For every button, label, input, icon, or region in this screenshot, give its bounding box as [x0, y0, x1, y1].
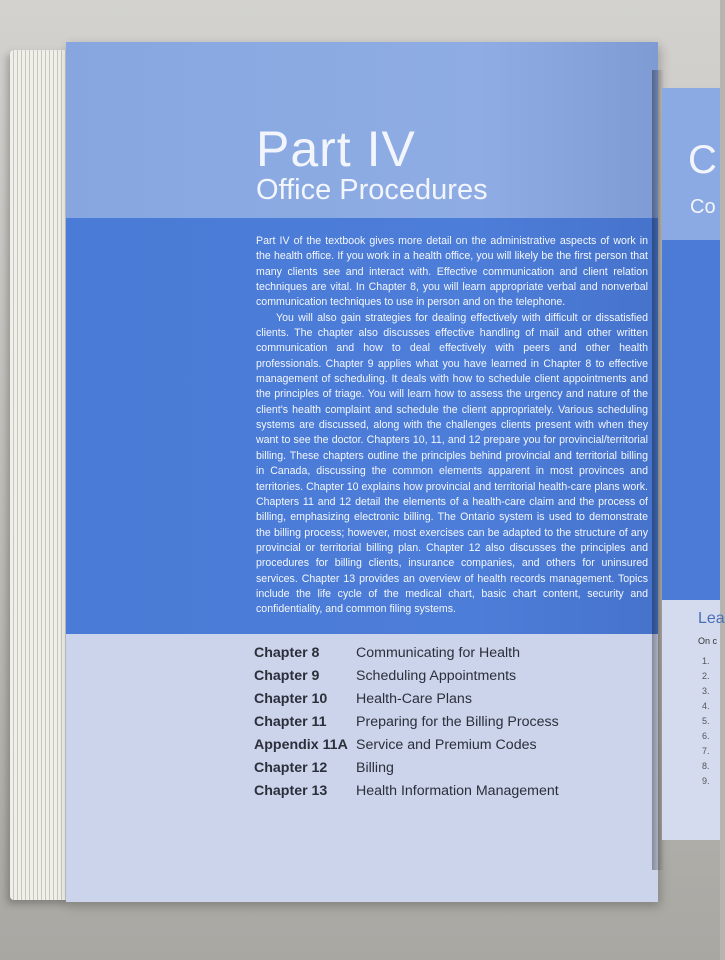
list-number: 6.	[702, 731, 710, 741]
right-page-text-fragment: On c	[698, 636, 718, 646]
intro-band	[66, 218, 658, 634]
appendix-label: Appendix 11A	[254, 737, 348, 753]
chapter-label: Chapter 11	[254, 714, 327, 730]
chapter-label: Chapter 13	[254, 783, 328, 799]
chapter-title: Communicating for Health	[356, 645, 521, 661]
right-page	[662, 88, 725, 840]
list-number: 7.	[702, 746, 710, 756]
part-header-band	[66, 42, 658, 218]
chapter-label: Chapter 10	[254, 691, 328, 707]
list-number: 9.	[702, 776, 710, 786]
chapter-title: Scheduling Appointments	[356, 668, 517, 684]
right-page-subtitle-fragment: Co	[690, 196, 716, 218]
intro-text	[256, 234, 648, 618]
chapter-label: Chapter 8	[254, 645, 320, 661]
right-page-intro-band	[662, 240, 720, 600]
list-number: 8.	[702, 761, 710, 771]
list-number: 5.	[702, 716, 710, 726]
chapter-title: Billing	[356, 760, 394, 776]
left-page	[66, 42, 658, 902]
chapter-title: Preparing for the Billing Process	[356, 714, 559, 730]
right-page-header-band	[662, 88, 720, 240]
list-number: 1.	[702, 656, 710, 666]
part-subtitle: Office Procedures	[256, 174, 488, 206]
appendix-title: Service and Premium Codes	[356, 737, 537, 753]
right-page-title-fragment: C	[688, 138, 717, 182]
chapter-label: Chapter 12	[254, 760, 328, 776]
part-title: Part IV	[256, 121, 416, 177]
intro-paragraph-2: You will also gain strategies for dealing effectively with difficult or dissatisfied clients. The chapter also discusses effective handling of mail and other written communication and how to deal effectively with peers and other health professionals. Chapter 9 applies what you have learned in Chapter 8 to effective management of scheduling. It deals with how to schedule client appointments and the principles of triage. You will learn how to assess the urgency and nature of the client's health complaint and schedule the client appropriately. Various scheduling systems are discussed, along with the challenges clients present with when they want to see the doctor. Chapters 10, 11, and 12 prepare you for provincial/territorial billing. These chapters outline the principles behind provincial and territorial billing in Canada, discussing the common elements apparent in most provinces and territories. Chapter 10 explains how provincial and territorial health-care plans work. Chapters 11 and 12 detail the elements of a health-care claim and the process of billing, emphasizing electronic billing. The Ontario system is used to demonstrate the billing process; however, most exercises can be adapted to the structure of any provincial or territorial billing plan. Chapter 12 also discusses the principles and procedures for billing clients, insurance companies, and others for uninsured services. Chapter 13 provides an overview of health records management. Topics include the life cycle of the medical chart, basic chart content, security and confidentiality, and common filing systems.	[256, 311, 648, 616]
right-page-number-list	[702, 654, 710, 789]
page-stack-edge	[10, 50, 72, 900]
list-number: 3.	[702, 686, 710, 696]
chapter-title: Health-Care Plans	[356, 691, 472, 707]
right-page-heading-fragment: Lea	[698, 610, 725, 627]
list-number: 2.	[702, 671, 710, 681]
chapter-label: Chapter 9	[254, 668, 320, 684]
intro-paragraph-1: Part IV of the textbook gives more detail on the administrative aspects of work in the health office. If you work in a health office, you will likely be the first person that many clients see and interact with. Effective communication and client relation techniques are vital. In Chapter 8, you will learn appropriate verbal and nonverbal communication techniques to use in person and on the telephone.	[256, 235, 648, 309]
chapter-title: Health Information Management	[356, 783, 559, 799]
list-number: 4.	[702, 701, 710, 711]
chapter-list	[254, 644, 656, 800]
